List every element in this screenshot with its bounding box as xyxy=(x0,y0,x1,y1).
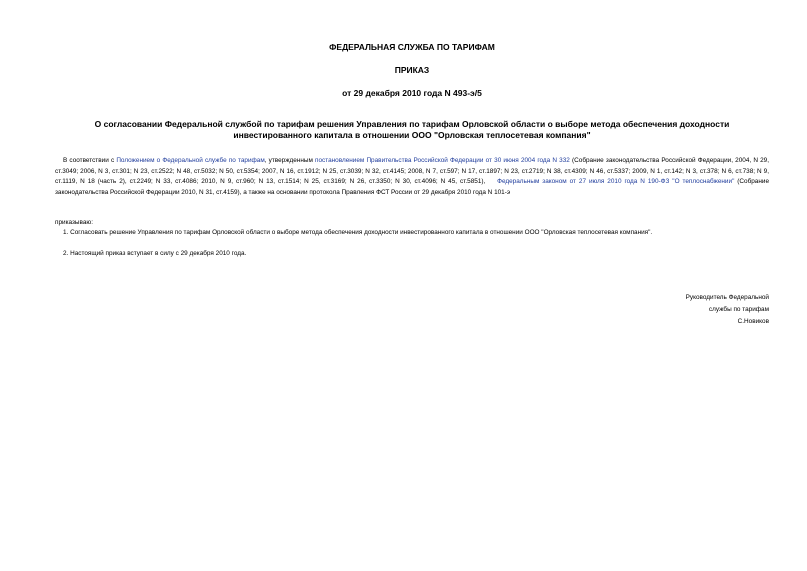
signature-position-line-2: службы по тарифам xyxy=(708,306,769,313)
document-date-number: от 29 декабря 2010 года N 493-э/5 xyxy=(342,88,482,98)
link-government-resolution[interactable]: постановлением Правительства Российской Федерации от 30 июня 2004 года N 332 xyxy=(315,157,570,164)
signature-block xyxy=(686,292,769,328)
preamble-text-2: , утвержденным xyxy=(264,157,316,164)
document-type: ПРИКАЗ xyxy=(394,65,430,75)
preamble-paragraph xyxy=(55,156,769,198)
signature-position-line-1: Руководитель Федеральной xyxy=(685,294,769,301)
agency-name: ФЕДЕРАЛЬНАЯ СЛУЖБА ПО ТАРИФАМ xyxy=(329,42,495,52)
document-title: О согласовании Федеральной службой по тарифам решения Управления по тарифам Орловской области о выборе метода обеспечения доходности инвестированного капитала в отношении ООО "Орловская теплосетевая компания" xyxy=(94,119,730,140)
preamble-text-4: (Собрание законодательства Российской Федерации 2010, N 31, ст.4159), а также на основании протокола Правления ФСТ России от 29 декабря 2010 года N 101-э xyxy=(55,178,770,196)
signature-name: С.Новиков xyxy=(737,318,769,325)
order-item-2: 2. Настоящий приказ вступает в силу с 29 декабря 2010 года. xyxy=(63,250,247,258)
preamble-text-1: В соответствии с xyxy=(63,157,117,164)
link-regulation-fst[interactable]: Положением о Федеральной службе по тарифам xyxy=(116,157,265,164)
document-page xyxy=(55,42,769,259)
preamble-text-3: (Собрание законодательства Российской Федерации, 2004, N 29, ст.3049; 2006, N 3, ст.301; N 23, ст.2522; N 48, ст.5032; N 50, ст.5354; 2007, N 16, ст.1912; N 25, ст.3039; N 32, ст.4145; 2008, N 7, ст.597; N 17, ст.1897; N 23, ст.2719; N 38, ст.4309; N 46, ст.5337; 2009, N 1, ст.142; N 3, ст.378; N 6, ст.738; N 9, ст.1119, N 18 (часть 2), ст.2249; N 33, ст.4086; 2010, N 9, ст.960; N 13, ст.1514; N 25, ст.3169; N 26, ст.3350; N 30, ст.4096; N 45, ст.5851), xyxy=(55,157,769,186)
order-item-1: 1. Согласовать решение Управления по тарифам Орловской области о выборе метода обеспечения доходности инвестированного капитала в отношении ООО "Орловская теплосетевая компания". xyxy=(63,229,653,237)
order-word: приказываю: xyxy=(55,219,93,227)
link-federal-law[interactable]: Федеральным законом от 27 июля 2010 года N 190-ФЗ "О теплоснабжении" xyxy=(497,178,735,186)
